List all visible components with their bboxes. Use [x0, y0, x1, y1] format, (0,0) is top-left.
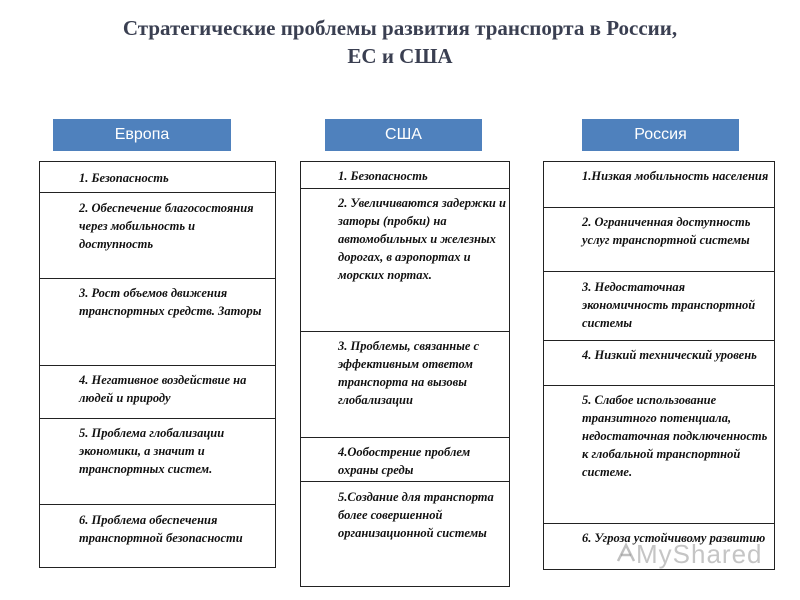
list-item-text: 1. Безопасность — [79, 171, 169, 185]
list-item-text: 2. Ограниченная доступность услуг транспортной системы — [582, 215, 751, 247]
list-item-text: 3. Рост объемов движения транспортных средств. Заторы — [79, 286, 262, 318]
list-item-text: 5.Создание для транспорта более совершенной организационной системы — [338, 490, 494, 540]
title-line-2: ЕС и США — [347, 44, 453, 68]
list-item — [40, 366, 275, 419]
list-item — [301, 438, 509, 482]
title-line-1: Стратегические проблемы развития транспорта в России, — [122, 16, 678, 40]
column-europe — [39, 161, 276, 568]
header-usa: США — [325, 119, 482, 151]
page-title — [0, 14, 800, 70]
list-item-text: 1. Безопасность — [338, 169, 428, 183]
list-item-text: 4. Низкий технический уровень — [582, 348, 757, 362]
list-item — [544, 162, 774, 208]
list-item — [301, 332, 509, 438]
column-russia — [543, 161, 775, 570]
list-item-text: 2. Увеличиваются задержки и заторы (пробки) на автомобильных и железных дорогах, в аэропортах и морских портах. — [338, 196, 506, 282]
watermark-text: MyShared — [636, 539, 763, 569]
list-item — [40, 193, 275, 279]
list-item-text: 5. Проблема глобализации экономики, а значит и транспортных систем. — [79, 426, 225, 476]
list-item-text: 3. Недостаточная экономичность транспортной системы — [582, 280, 756, 330]
column-usa — [300, 161, 510, 587]
list-item — [40, 162, 275, 193]
list-item-text: 3. Проблемы, связанные с эффективным ответом транспорта на вызовы глобализации — [338, 339, 480, 407]
header-europe: Европа — [53, 119, 231, 151]
list-item — [40, 279, 275, 366]
list-item — [301, 189, 509, 332]
watermark-logo-icon — [616, 541, 636, 567]
list-item — [544, 386, 774, 524]
list-item-text: 5. Слабое использование транзитного потенциала, недостаточная подключенность к глобальной транспортной системе. — [582, 393, 768, 479]
list-item — [301, 482, 509, 587]
list-item-text: 6. Проблема обеспечения транспортной безопасности — [79, 513, 243, 545]
list-item — [544, 272, 774, 341]
list-item — [40, 505, 275, 568]
list-item — [40, 419, 275, 505]
list-item-text: 4. Негативное воздействие на людей и природу — [79, 373, 247, 405]
list-item-text: 1.Низкая мобильность населения — [582, 169, 769, 183]
header-russia: Россия — [582, 119, 739, 151]
list-item-text: 4.Ообострение проблем охраны среды — [338, 445, 471, 477]
list-item — [301, 162, 509, 189]
list-item — [544, 208, 774, 272]
list-item-text: 2. Обеспечение благосостояния через мобильность и доступность — [79, 201, 254, 251]
watermark — [616, 539, 763, 570]
list-item-text: 6. Угроза устойчивому развитию — [582, 531, 766, 545]
list-item — [544, 341, 774, 386]
